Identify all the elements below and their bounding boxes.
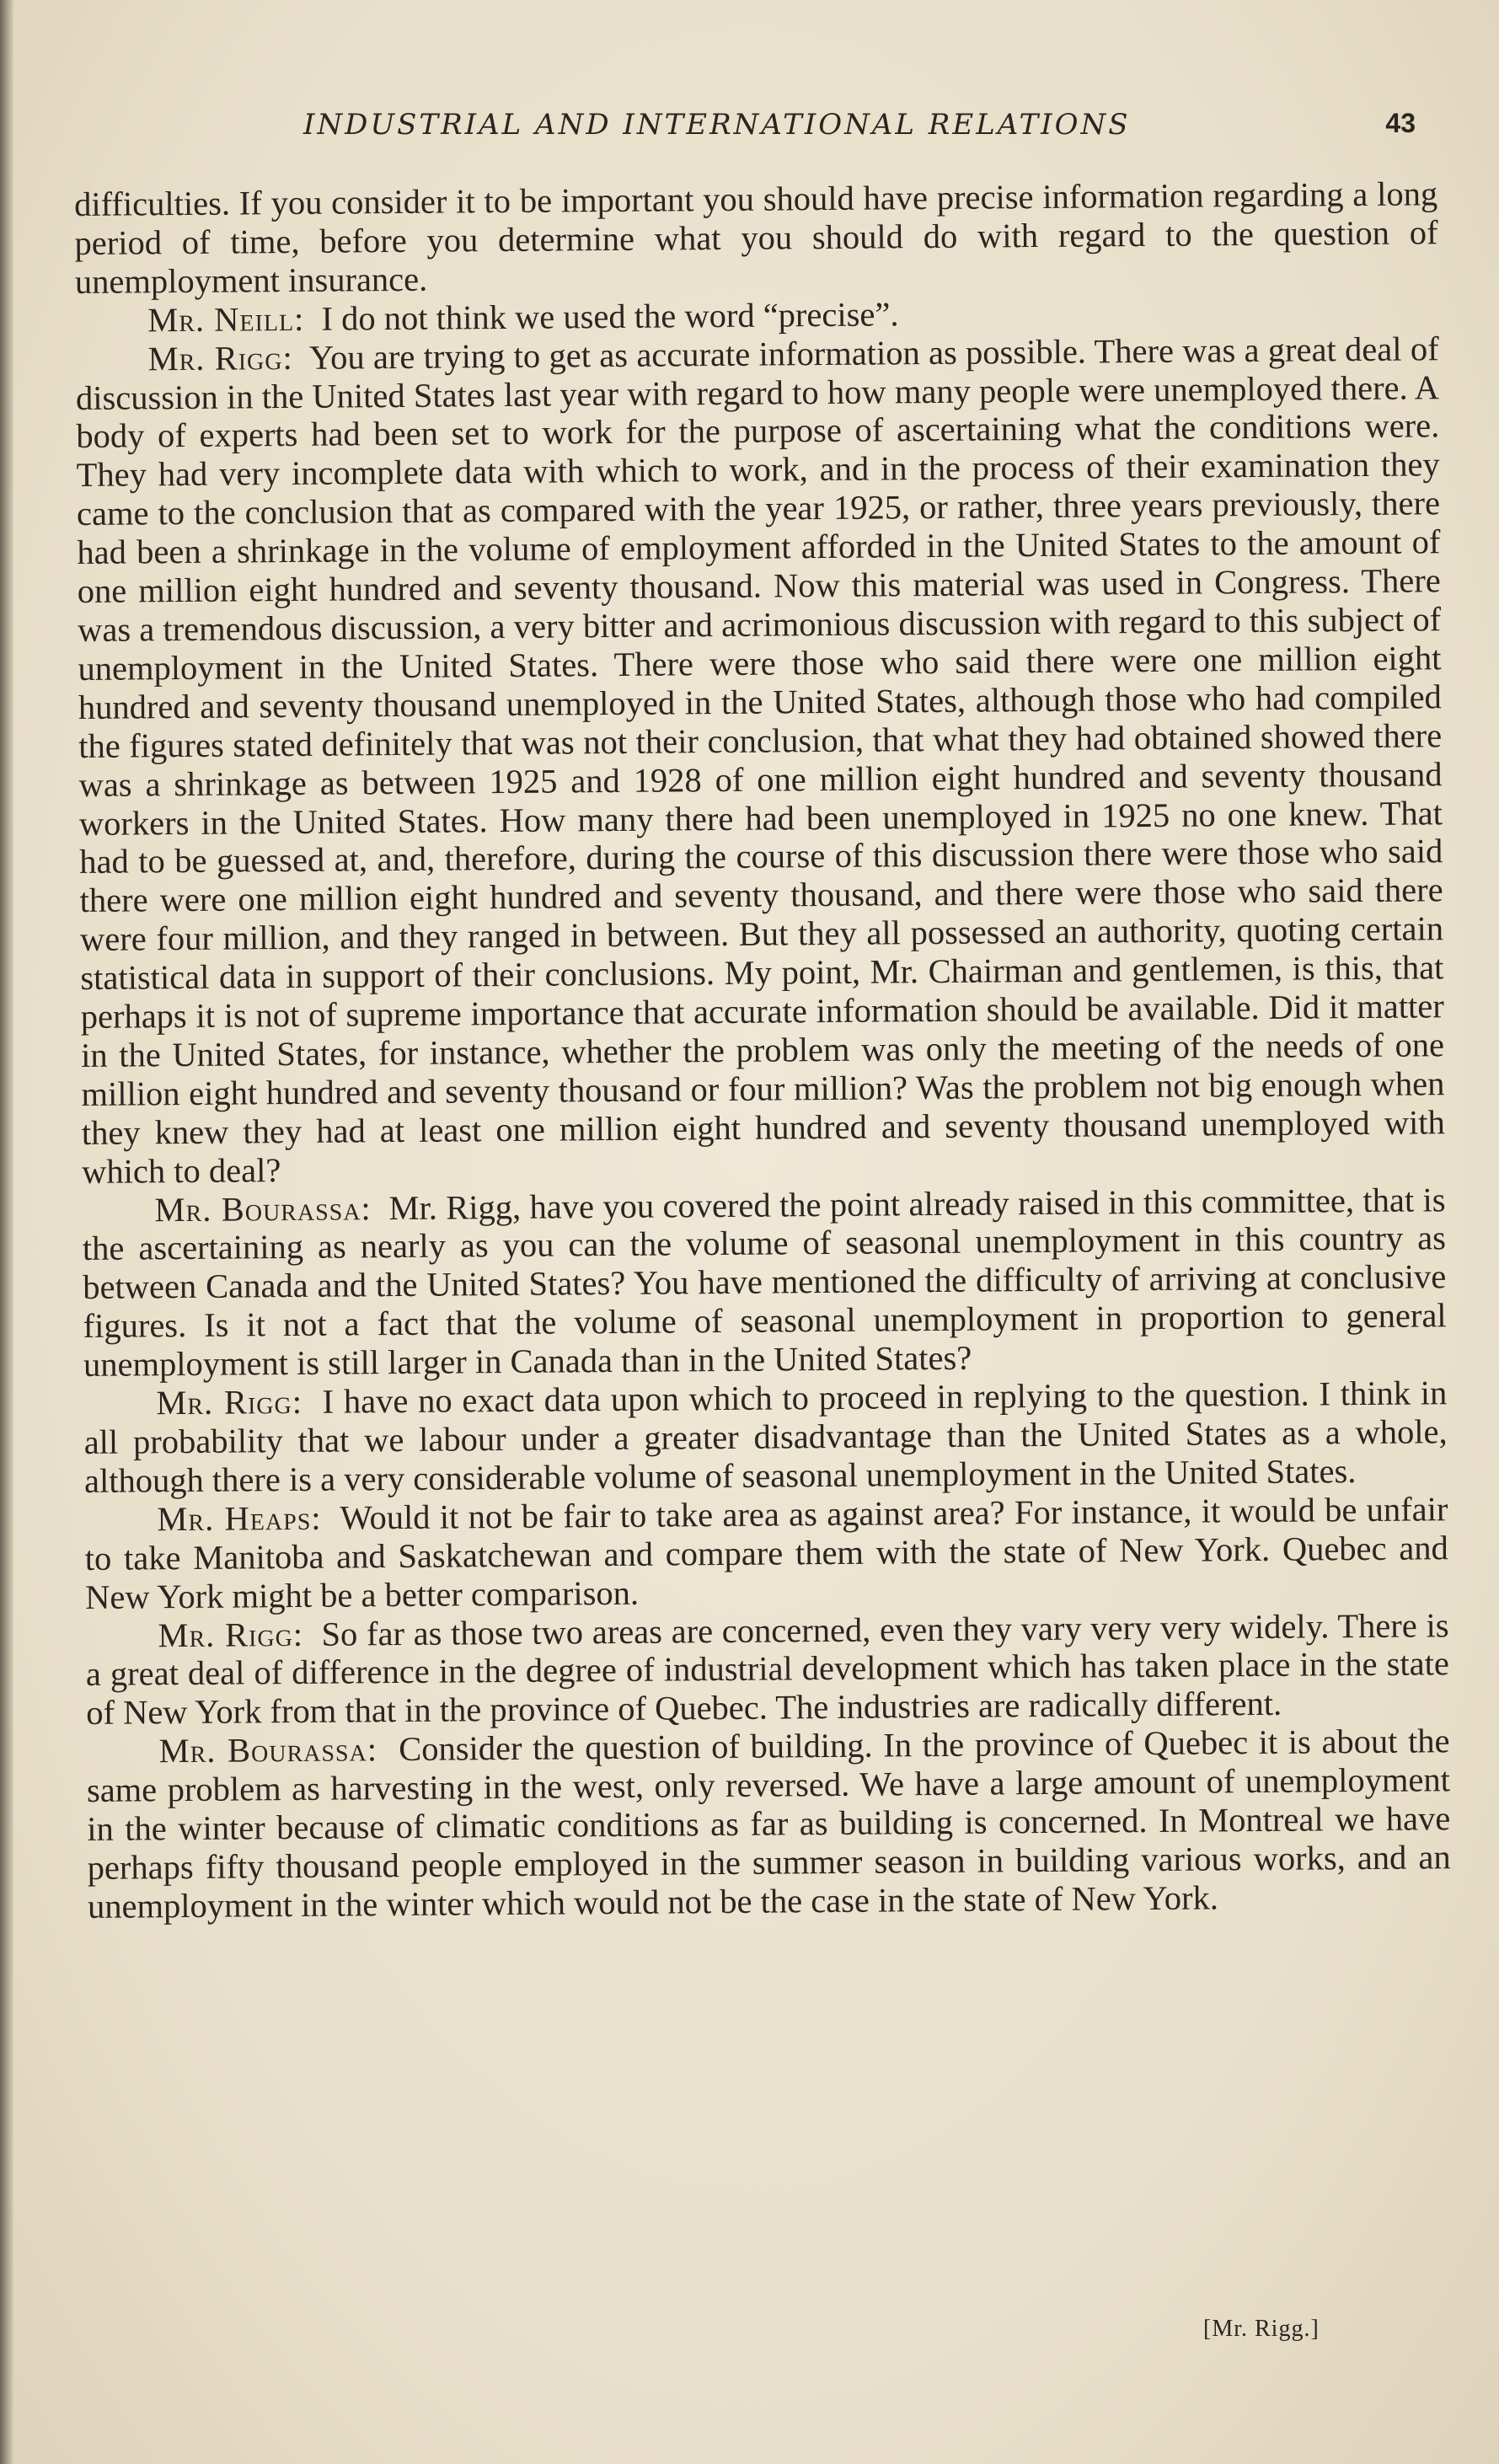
speaker-name: Mr. Bourassa: bbox=[158, 1730, 378, 1770]
paragraph-text: I do not think we used the word “precise”. bbox=[321, 295, 899, 338]
paragraph-text: difficulties. If you consider it to be important you should have precise information regarding a long period of time, before you determine what you should do with regard to the question of unemployment insurance. bbox=[74, 174, 1438, 301]
page-binding-edge bbox=[0, 0, 13, 2464]
speaker-name: Mr. Rigg: bbox=[158, 1615, 304, 1654]
paragraph-text: Mr. Rigg, have you covered the point already raised in this committee, that is the ascertaining as nearly as you can the volume of seasonal unemployment in this country as between Canada and the United States? You have mentioned the difficulty of arriving at conclusive figures. Is it not a fact that the volume of seasonal unemployment in proportion to general unemployment is still larger in Canada than in the United States? bbox=[82, 1180, 1447, 1385]
speaker-name: Mr. Heaps: bbox=[157, 1498, 322, 1539]
paragraph-text: I have no exact data upon which to proceed in replying to the question. I think in all probability that we labour under a greater disadvantage than the United States as a whole, although there is a very considerable volume of seasonal unemployment in the United States. bbox=[83, 1374, 1448, 1500]
speech-paragraph bbox=[84, 1490, 1448, 1616]
paragraph-text: You are trying to get as accurate information as possible. There was a great deal of discussion in the United States last year with regard to how many people were unemployed there. A body of experts had been set to work for the purpose of ascertaining what the conditions were. They had very incomplete data with which to work, and in the process of their examination they came to the conclusion that as compared with the year 1925, or rather, three years previously, there had been a shrinkage in the volume of employment afforded in the United States to the amount of one million eight hundred and seventy thousand. Now this material was used in Congress. There was a tremendous discussion, a very bitter and acrimonious discussion with regard to this subject of unemployment in the United States. There were those who said there were one million eight hundred and seventy thousand unemployed in the United States, although those who had compiled the figures stated definitely that was not their conclusion, that what they had obtained showed there was a shrinkage as between 1925 and 1928 of one million eight hundred and seventy thousand workers in the United States. How many there had been unemployed in 1925 no one knew. That had to be guessed at, and, therefore, during the course of this discussion there were those who said there were one million eight hundred and seventy thousand, and there were those who said there were four million, and they ranged in between. But they all possessed an authority, quoting certain statistical data in support of their conclusions. My point, Mr. Chairman and gentlemen, is this, that perhaps it is not of supreme importance that accurate information should be available. Did it matter in the United States, for instance, whether the problem was only the meeting of the needs of one million eight hundred and seventy thousand or four million? Was the problem not big enough when they knew they had at least one million eight hundred and seventy thousand unemployed with which to deal? bbox=[75, 329, 1445, 1191]
speech-paragraph bbox=[85, 1606, 1449, 1733]
page-header bbox=[303, 108, 1416, 150]
running-head: INDUSTRIAL AND INTERNATIONAL RELATIONS bbox=[303, 108, 1131, 142]
footer-catchword: [Mr. Rigg.] bbox=[1203, 2316, 1320, 2342]
paragraph-text: Would it not be fair to take area as against area? For instance, it would be unfair to take Manitoba and Saskatchewan and compare them with the state of New York. Quebec and New York might be a better comparison. bbox=[84, 1490, 1448, 1616]
speaker-name: Mr. Neill: bbox=[147, 299, 305, 340]
paragraph-text: Consider the question of building. In the province of Quebec it is about the same problem as harvesting in the west, only reversed. We have a large amount of unemployment in the winter because of climatic conditions as far as building is concerned. In Montreal we have perhaps fifty thousand people employed in the summer season in building various works, and an unemployment in the winter which would not be the case in the state of New York. bbox=[86, 1722, 1451, 1926]
body-text bbox=[74, 174, 1451, 1926]
speech-paragraph bbox=[86, 1722, 1451, 1926]
speaker-name: Mr. Bourassa: bbox=[154, 1188, 372, 1229]
paragraph-text: So far as those two areas are concerned, even they vary very very widely. There is a great deal of difference in the degree of industrial development which has taken place in the state of New York from that in the province of Quebec. The industries are radically different. bbox=[85, 1605, 1450, 1733]
page-number: 43 bbox=[1385, 108, 1416, 138]
speaker-name: Mr. Rigg: bbox=[147, 338, 293, 378]
speech-paragraph bbox=[82, 1181, 1447, 1385]
speaker-name: Mr. Rigg: bbox=[156, 1383, 303, 1422]
paragraph-continuation bbox=[74, 174, 1438, 301]
speech-paragraph bbox=[75, 329, 1445, 1192]
speech-paragraph bbox=[83, 1374, 1448, 1500]
